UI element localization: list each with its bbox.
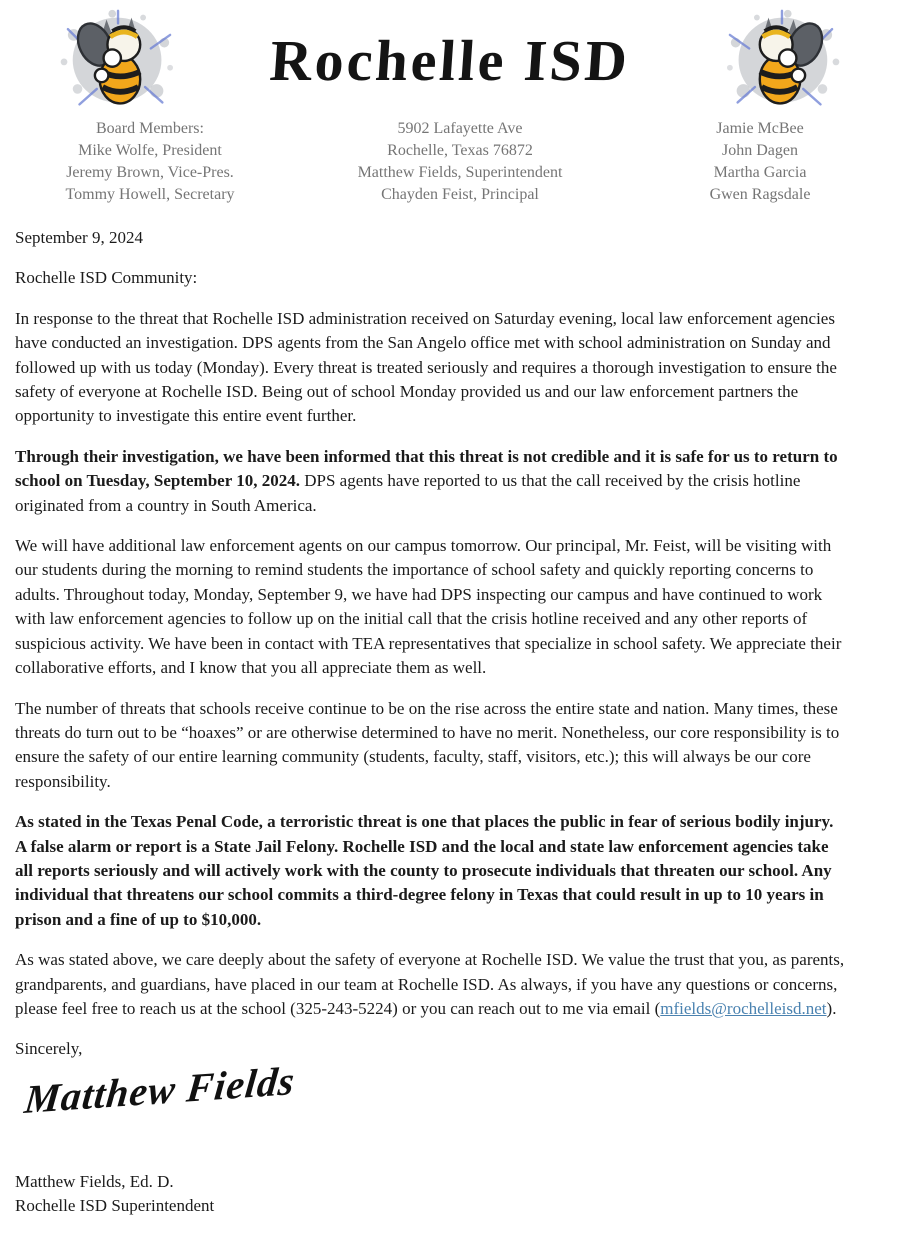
paragraph-penal-code: As stated in the Texas Penal Code, a terroristic threat is one that places the public in fear of serious bodily injury. A false alarm or report is a State Jail Felony. Rochelle ISD and the local and state law enforcement agencies take all reports seriously and will actively work with the county to prosecute individuals that threaten our school. Any individual that threatens our school commits a third-degree felony in Texas that could result in up to 10 years in prison and a fine of up to $10,000. (15, 812, 834, 929)
paragraph-not-credible (15, 445, 847, 518)
paragraph-threat-trends: The number of threats that schools receive continue to be on the rise across the entire state and nation. Many times, these threats do turn out to be “hoaxes” or are otherwise determined to have no merit. Nonetheless, our core responsibility is to ensure the safety of our entire learning community (students, faculty, staff, visitors, etc.); this will always be our core responsibility. (15, 698, 840, 791)
letter-body (0, 206, 900, 1219)
not-credible-bold-text: Through their investigation, we have been informed that this threat is not credible and it is safe for us to return to school on Tuesday, September 10, 2024. (15, 446, 838, 491)
contact-text-pre: As was stated above, we care deeply about the safety of everyone at Rochelle ISD. We value the trust that you, as parents, grandparents, and guardians, have placed in our team at Rochelle ISD. As always, if you have any questions or concerns, please feel free to reach us at the school (325-243-5224) or you can reach out to me via email ( (15, 950, 845, 1018)
letterhead (0, 0, 900, 206)
trustee-name: Martha Garcia (713, 164, 807, 181)
paragraph-contact (15, 948, 847, 1021)
paragraph-investigation: In response to the threat that Rochelle ISD administration received on Saturday evening, local law enforcement agencies have conducted an investigation. DPS agents from the San Angelo office met with school administration on Sunday and followed up with us today (Monday). Every threat is treated seriously and requires a thorough investigation to ensure the safety of everyone at Rochelle ISD. Being out of school Monday provided us and our law enforcement partners the opportunity to investigate this entire event further. (15, 308, 837, 426)
salutation: Rochelle ISD Community: (15, 268, 198, 288)
handwritten-signature: Matthew Fields (22, 1057, 298, 1122)
school-info-column (300, 118, 620, 206)
board-member: Tommy Howell, Secretary (65, 186, 235, 203)
superintendent-line: Matthew Fields, Superintendent (357, 164, 563, 181)
trustee-name: John Dagen (722, 142, 798, 159)
letterhead-columns (0, 118, 900, 206)
hornet-mascot-icon (717, 6, 845, 114)
email-link[interactable]: mfields@rochelleisd.net (660, 998, 827, 1018)
trustees-column (620, 118, 900, 206)
not-credible-rest-text: DPS agents have reported to us that the call received by the crisis hotline originated from a country in South America. (15, 471, 801, 515)
trustee-name: Gwen Ragsdale (709, 186, 811, 203)
district-title: Rochelle ISD (267, 27, 633, 93)
board-member: Jeremy Brown, Vice-Pres. (66, 164, 234, 181)
trustee-name: Jamie McBee (716, 120, 804, 137)
signer-name: Matthew Fields, Ed. D. (15, 1171, 174, 1191)
masthead (0, 4, 900, 116)
principal-line: Chayden Feist, Principal (381, 186, 539, 203)
board-members-heading: Board Members: (96, 120, 204, 137)
contact-text-post: ). (826, 998, 837, 1018)
board-members-column (0, 118, 300, 206)
closing: Sincerely, (15, 1039, 83, 1059)
paragraph-additional-agents: We will have additional law enforcement agents on our campus tomorrow. Our principal, Mr. Feist, will be visiting with our students during the morning to remind students the importance of school safety and quickly reporting concerns to adults. Throughout today, Monday, September 9, we have had DPS inspecting our campus and have continued to work with law enforcement agencies to follow up on the initial call that the crisis hotline received and any other reports of suspicious activity. We have been in contact with TEA representatives that specialize in school safety. We appreciate their collaborative efforts, and I know that you all appreciate them as well. (15, 536, 842, 678)
board-member: Mike Wolfe, President (78, 142, 222, 159)
school-address-line: 5902 Lafayette Ave (397, 120, 523, 137)
hornet-mascot-icon (55, 6, 183, 114)
letter-date: September 9, 2024 (15, 228, 143, 247)
school-address-line: Rochelle, Texas 76872 (387, 142, 533, 159)
signer-title: Rochelle ISD Superintendent (15, 1196, 215, 1216)
signer-block (15, 1170, 847, 1219)
